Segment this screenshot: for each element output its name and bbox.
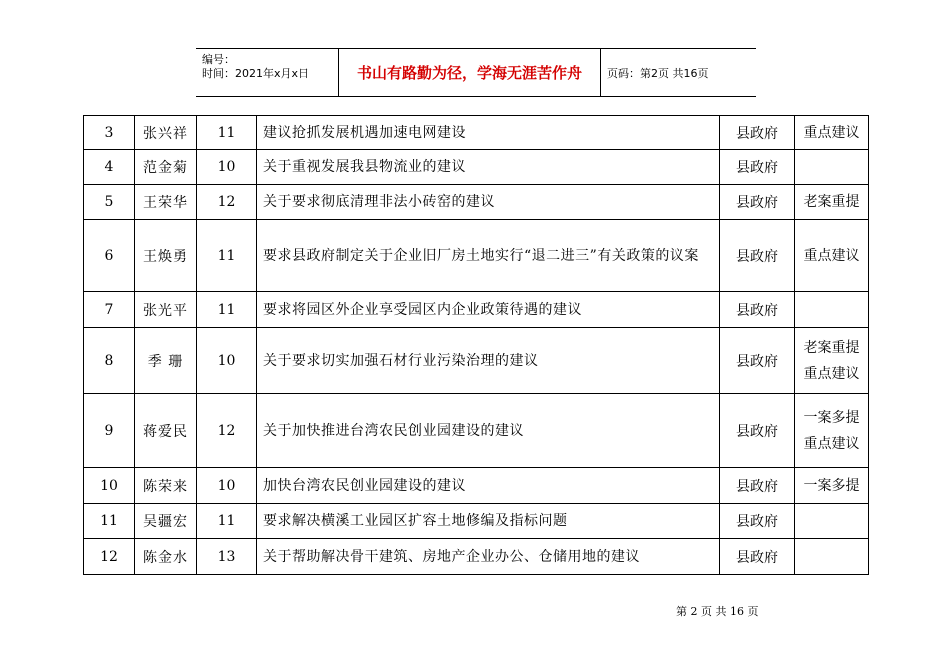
- proposal-count: 10: [197, 328, 257, 394]
- proposal-count: 13: [197, 539, 257, 575]
- proposal-table: [83, 115, 869, 575]
- proposal-title: 要求解决横溪工业园区扩容土地修编及指标问题: [257, 504, 720, 539]
- number-label: 编号：: [202, 53, 235, 66]
- header-page-label: 页码：第2页 共16页: [607, 66, 709, 80]
- row-number: 6: [84, 220, 135, 292]
- remarks-cell: [795, 539, 869, 575]
- proposer-name: 王荣华: [135, 185, 197, 220]
- table-row: [84, 116, 869, 150]
- proposer-name: 陈金水: [135, 539, 197, 575]
- table-row: [84, 504, 869, 539]
- row-number: 4: [84, 150, 135, 185]
- remark-tag: 重点建议: [803, 247, 860, 264]
- remark-tag: 老案重提: [803, 339, 860, 356]
- row-number: 11: [84, 504, 135, 539]
- table-row: [84, 220, 869, 292]
- remark-tag: 一案多提: [803, 477, 860, 494]
- proposal-count: 10: [197, 150, 257, 185]
- handling-org: 县政府: [720, 394, 795, 468]
- proposal-title: 关于帮助解决骨干建筑、房地产企业办公、仓储用地的建议: [257, 539, 720, 575]
- row-number: 5: [84, 185, 135, 220]
- time-label: 时间：2021年x月x日: [202, 67, 310, 80]
- proposer-name: 季 珊: [135, 328, 197, 394]
- table-row: [84, 292, 869, 328]
- remarks-cell: [795, 504, 869, 539]
- row-number: 7: [84, 292, 135, 328]
- remark-tag: 一案多提: [803, 409, 860, 426]
- proposer-name: 王焕勇: [135, 220, 197, 292]
- table-row: [84, 394, 869, 468]
- remarks-cell: [795, 150, 869, 185]
- handling-org: 县政府: [720, 185, 795, 220]
- proposal-title: 加快台湾农民创业园建设的建议: [257, 468, 720, 504]
- proposal-title: 建议抢抓发展机遇加速电网建设: [257, 116, 720, 150]
- row-number: 12: [84, 539, 135, 575]
- proposal-title: 关于要求彻底清理非法小砖窑的建议: [257, 185, 720, 220]
- header-meta: [196, 49, 339, 96]
- proposal-count: 11: [197, 220, 257, 292]
- proposer-name: 张光平: [135, 292, 197, 328]
- proposal-count: 12: [197, 394, 257, 468]
- proposal-count: 12: [197, 185, 257, 220]
- proposal-title: 关于重视发展我县物流业的建议: [257, 150, 720, 185]
- proposal-count: 11: [197, 116, 257, 150]
- proposer-name: 蒋爱民: [135, 394, 197, 468]
- table-row: [84, 328, 869, 394]
- remark-tag: 重点建议: [803, 365, 860, 382]
- proposer-name: 张兴祥: [135, 116, 197, 150]
- remarks-cell: [795, 220, 869, 292]
- remarks-cell: [795, 328, 869, 394]
- handling-org: 县政府: [720, 220, 795, 292]
- proposer-name: 吴疆宏: [135, 504, 197, 539]
- handling-org: 县政府: [720, 116, 795, 150]
- handling-org: 县政府: [720, 539, 795, 575]
- remark-tag: 重点建议: [803, 435, 860, 452]
- handling-org: 县政府: [720, 504, 795, 539]
- header-motto: 书山有路勤为径，学海无涯苦作舟: [339, 49, 601, 96]
- remarks-cell: [795, 292, 869, 328]
- remarks-cell: [795, 468, 869, 504]
- remarks-cell: [795, 116, 869, 150]
- proposal-count: 10: [197, 468, 257, 504]
- proposer-name: 范金菊: [135, 150, 197, 185]
- remark-tag: 老案重提: [803, 194, 860, 210]
- handling-org: 县政府: [720, 468, 795, 504]
- remarks-cell: [795, 394, 869, 468]
- handling-org: 县政府: [720, 150, 795, 185]
- table-row: [84, 539, 869, 575]
- table-row: [84, 150, 869, 185]
- handling-org: 县政府: [720, 292, 795, 328]
- page-footer: 第 2 页 共 16 页: [676, 605, 759, 618]
- proposal-title: 要求县政府制定关于企业旧厂房土地实行“退二进三”有关政策的议案: [257, 220, 720, 292]
- table-row: [84, 185, 869, 220]
- proposal-title: 要求将园区外企业享受园区内企业政策待遇的建议: [257, 292, 720, 328]
- row-number: 9: [84, 394, 135, 468]
- handling-org: 县政府: [720, 328, 795, 394]
- table-row: [84, 468, 869, 504]
- proposer-name: 陈荣来: [135, 468, 197, 504]
- remark-tag: 重点建议: [803, 124, 860, 141]
- row-number: 10: [84, 468, 135, 504]
- page-header: [196, 48, 756, 97]
- proposal-count: 11: [197, 504, 257, 539]
- proposal-count: 11: [197, 292, 257, 328]
- remarks-cell: [795, 185, 869, 220]
- proposal-title: 关于加快推进台湾农民创业园建设的建议: [257, 394, 720, 468]
- row-number: 3: [84, 116, 135, 150]
- proposal-title: 关于要求切实加强石材行业污染治理的建议: [257, 328, 720, 394]
- row-number: 8: [84, 328, 135, 394]
